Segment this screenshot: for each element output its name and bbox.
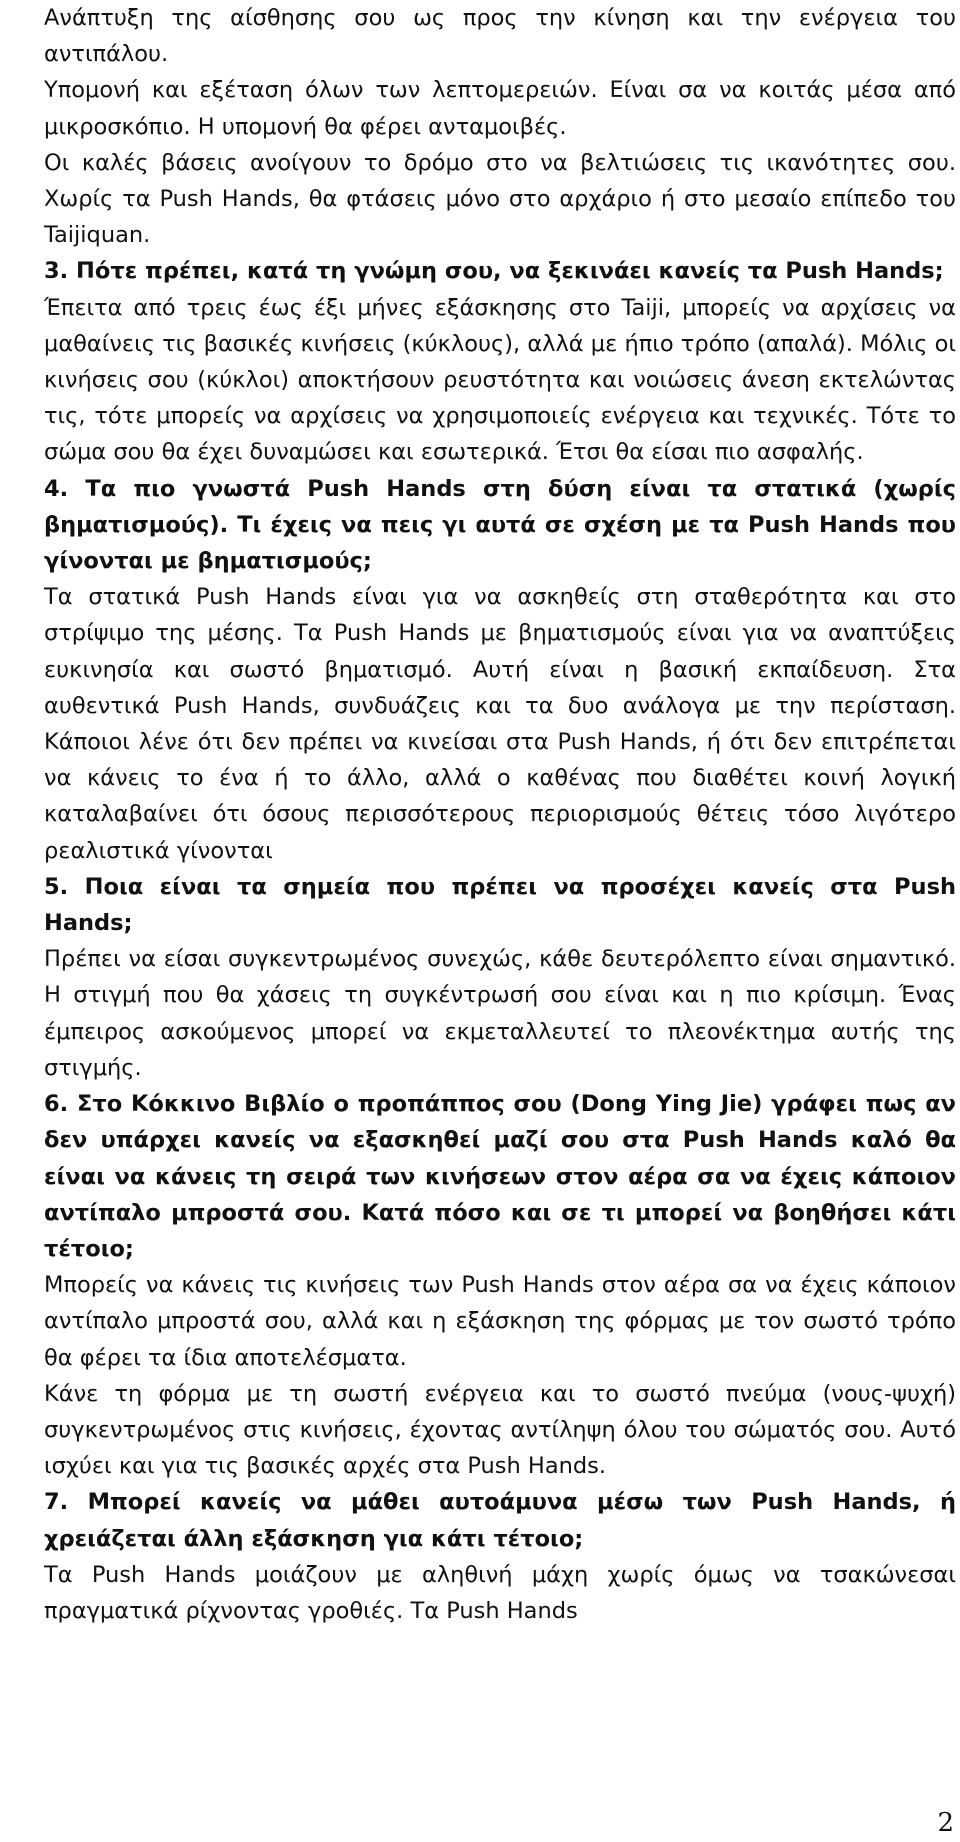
- question-number: 6.: [44, 1091, 69, 1118]
- qa-item-5: [44, 869, 956, 1086]
- question-number: 3.: [44, 258, 69, 285]
- intro-paragraph: Οι καλές βάσεις ανοίγουν το δρόμο στο να βελτιώσεις τις ικανότητες σου. Χωρίς τα Push Hands, θα φτάσεις μόνο στο αρχάριο ή στο μεσαίο επίπεδο του Taijiquan.: [44, 149, 956, 249]
- answer-paragraph: Τα Push Hands μοιάζουν με αληθινή μάχη χωρίς όμως να τσακώνεσαι πραγματικά ρίχνοντας γροθιές. Τα Push Hands: [44, 1561, 956, 1624]
- question-6: [44, 1086, 956, 1267]
- question-text: Ποια είναι τα σημεία που πρέπει να προσέχει κανείς στα Push Hands;: [44, 873, 956, 937]
- intro-section: [44, 0, 956, 253]
- question-text: Μπορεί κανείς να μάθει αυτοάμυνα μέσω των Push Hands, ή χρειάζεται άλλη εξάσκηση για κάτι τέτοιο;: [44, 1489, 956, 1552]
- question-3: [44, 253, 956, 289]
- question-number: 7.: [44, 1489, 69, 1516]
- question-4: [44, 471, 956, 580]
- qa-item-4: [44, 471, 956, 869]
- answer-paragraph: Μπορείς να κάνεις τις κινήσεις των Push Hands στον αέρα σα να έχεις κάποιον αντίπαλο μπροστά σου, αλλά και η εξάσκηση της φόρμας με τον σωστό τρόπο θα φέρει τα ίδια αποτελέσματα.: [44, 1272, 956, 1371]
- qa-item-6: [44, 1086, 956, 1484]
- qa-item-3: [44, 253, 956, 470]
- question-7: [44, 1484, 956, 1556]
- qa-item-7: [44, 1484, 956, 1629]
- answer-paragraph: Κάνε τη φόρμα με τη σωστή ενέργεια και το σωστό πνεύμα (νους-ψυχή) συγκεντρωμένος στις κινήσεις, έχοντας αντίληψη όλου του σώματός σου. Αυτό ισχύει και για τις βασικές αρχές στα Push Hands.: [44, 1380, 956, 1480]
- answer-paragraph: Πρέπει να είσαι συγκεντρωμένος συνεχώς, κάθε δευτερόλεπτο είναι σημαντικό. Η στιγμή που θα χάσεις τη συγκέντρωσή σου είναι και η πιο κρίσιμη. Ένας έμπειρος ασκούμενος μπορεί να εκμεταλλευτεί το πλεονέκτημα αυτής της στιγμής.: [44, 946, 956, 1081]
- question-text: Στο Κόκκινο Βιβλίο ο προπάππος σου (Dong Ying Jie) γράφει πως αν δεν υπάρχει κανείς να εξασκηθεί μαζί σου στα Push Hands καλό θα είναι να κάνεις τη σειρά των κινήσεων στον αέρα σα να έχεις κάποιον αντίπαλο μπροστά σου. Κατά πόσο και σε τι μπορεί να βοηθήσει κάτι τέτοιο;: [44, 1091, 956, 1262]
- question-5: [44, 869, 956, 941]
- question-number: 4.: [44, 475, 69, 502]
- intro-paragraph: Ανάπτυξη της αίσθησης σου ως προς την κίνηση και την ενέργεια του αντιπάλου.: [44, 5, 956, 68]
- question-text: Τα πιο γνωστά Push Hands στη δύση είναι τα στατικά (χωρίς βηματισμούς). Τι έχεις να πεις γι αυτά σε σχέση με τα Push Hands που γίνονται με βηματισμούς;: [44, 475, 956, 575]
- question-text: Πότε πρέπει, κατά τη γνώμη σου, να ξεκινάει κανείς τα Push Hands;: [76, 258, 944, 285]
- answer-paragraph: Τα στατικά Push Hands είναι για να ασκηθείς στη σταθερότητα και στο στρίψιμο της μέσης. Τα Push Hands με βηματισμούς είναι για να αναπτύξεις ευκινησία και σωστό βηματισμό. Αυτή είναι η βασική εκπαίδευση. Στα αυθεντικά Push Hands, συνδυάζεις και τα δυο ανάλογα με την περίσταση. Κάποιοι λένε ότι δεν πρέπει να κινείσαι στα Push Hands, ή ότι δεν επιτρέπεται να κάνεις το ένα ή το άλλο, αλλά ο καθένας που διαθέτει κοινή λογική καταλαβαίνει ότι όσους περισσότερους περιορισμούς θέτεις τόσο λιγότερο ρεαλιστικά γίνονται: [44, 584, 956, 864]
- answer-paragraph: Έπειτα από τρεις έως έξι μήνες εξάσκησης στο Taiji, μπορείς να αρχίσεις να μαθαίνεις τις βασικές κινήσεις (κύκλους), αλλά με ήπιο τρόπο (απαλά). Μόλις οι κινήσεις σου (κύκλοι) αποκτήσουν ρευστότητα και νοιώσεις άνεση εκτελώντας τις, τότε μπορείς να αρχίσεις να χρησιμοποιείς ενέργεια και τεχνικές. Τότε το σώμα σου θα έχει δυναμώσει και εσωτερικά. Έτσι θα είσαι πιο ασφαλής.: [44, 294, 956, 466]
- intro-paragraph: Υπομονή και εξέταση όλων των λεπτομερειών. Είναι σα να κοιτάς μέσα από μικροσκόπιο. Η υπομονή θα φέρει ανταμοιβές.: [44, 77, 956, 140]
- document-page: [44, 0, 956, 1629]
- page-number: 2: [937, 1808, 954, 1838]
- question-number: 5.: [44, 873, 69, 900]
